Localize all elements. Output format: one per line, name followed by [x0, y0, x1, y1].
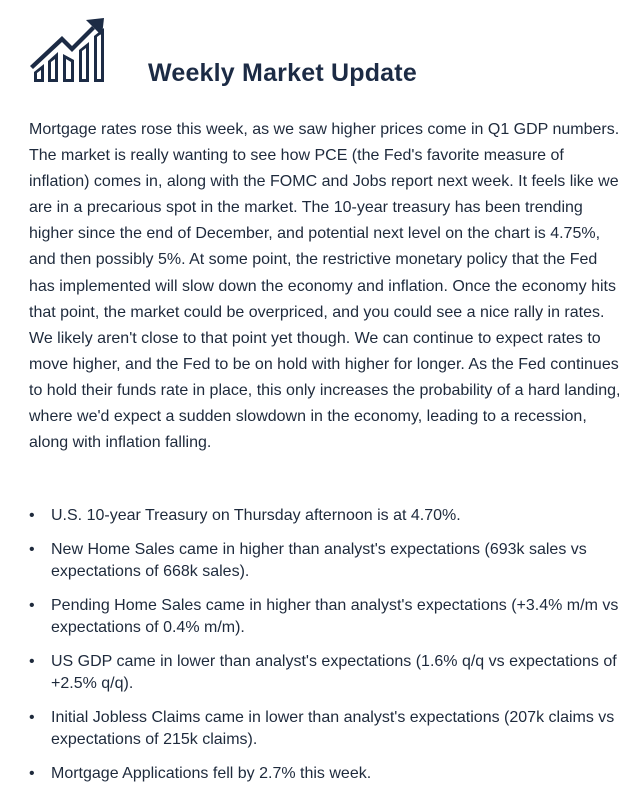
- list-item: [29, 539, 629, 583]
- list-item: [29, 595, 629, 639]
- bullet-marker: •: [29, 597, 35, 614]
- market-bullet-list: [29, 505, 629, 797]
- list-item: [29, 505, 629, 527]
- bullet-marker: •: [29, 765, 35, 782]
- list-item: [29, 707, 629, 751]
- list-item-text: US GDP came in lower than analyst's expectations (1.6% q/q vs expectations of +2.5% q/q).: [51, 653, 617, 692]
- bullet-marker: •: [29, 709, 35, 726]
- list-item-text: New Home Sales came in higher than analyst's expectations (693k sales vs expectations of 668k sales).: [51, 541, 587, 580]
- bullet-marker: •: [29, 541, 35, 558]
- bullet-marker: •: [29, 507, 35, 524]
- header: [0, 0, 643, 110]
- intro-paragraph: Mortgage rates rose this week, as we saw higher prices come in Q1 GDP numbers. The market is really wanting to see how PCE (the Fed's favorite measure of inflation) comes in, along with the FOMC and Jobs report next week. It feels like we are in a precarious spot in the market. The 10-year treasury has been trending higher since the end of December, and potential next level on the chart is 4.75%, and then possibly 5%. At some point, the restrictive monetary policy that the Fed has implemented will slow down the economy and inflation. Once the economy hits that point, the market could be overpriced, and you could see a nice rally in rates. We likely aren't close to that point yet though. We can continue to expect rates to move higher, and the Fed to be on hold with higher for longer. As the Fed continues to hold their funds rate in place, this only increases the probability of a hard landing, where we'd expect a sudden slowdown in the economy, leading to a recession, along with inflation falling.: [29, 121, 621, 452]
- list-item-text: Mortgage Applications fell by 2.7% this week.: [51, 765, 372, 782]
- list-item: [29, 763, 629, 785]
- list-item: [29, 651, 629, 695]
- list-item-text: Initial Jobless Claims came in lower than analyst's expectations (207k claims vs expectations of 215k claims).: [51, 709, 615, 748]
- bullet-marker: •: [29, 653, 35, 670]
- page-title: Weekly Market Update: [148, 59, 417, 87]
- bar-chart-trending-up-icon: [28, 16, 108, 84]
- list-item-text: Pending Home Sales came in higher than analyst's expectations (+3.4% m/m vs expectations of 0.4% m/m).: [51, 597, 619, 636]
- list-item-text: U.S. 10-year Treasury on Thursday afternoon is at 4.70%.: [51, 507, 461, 524]
